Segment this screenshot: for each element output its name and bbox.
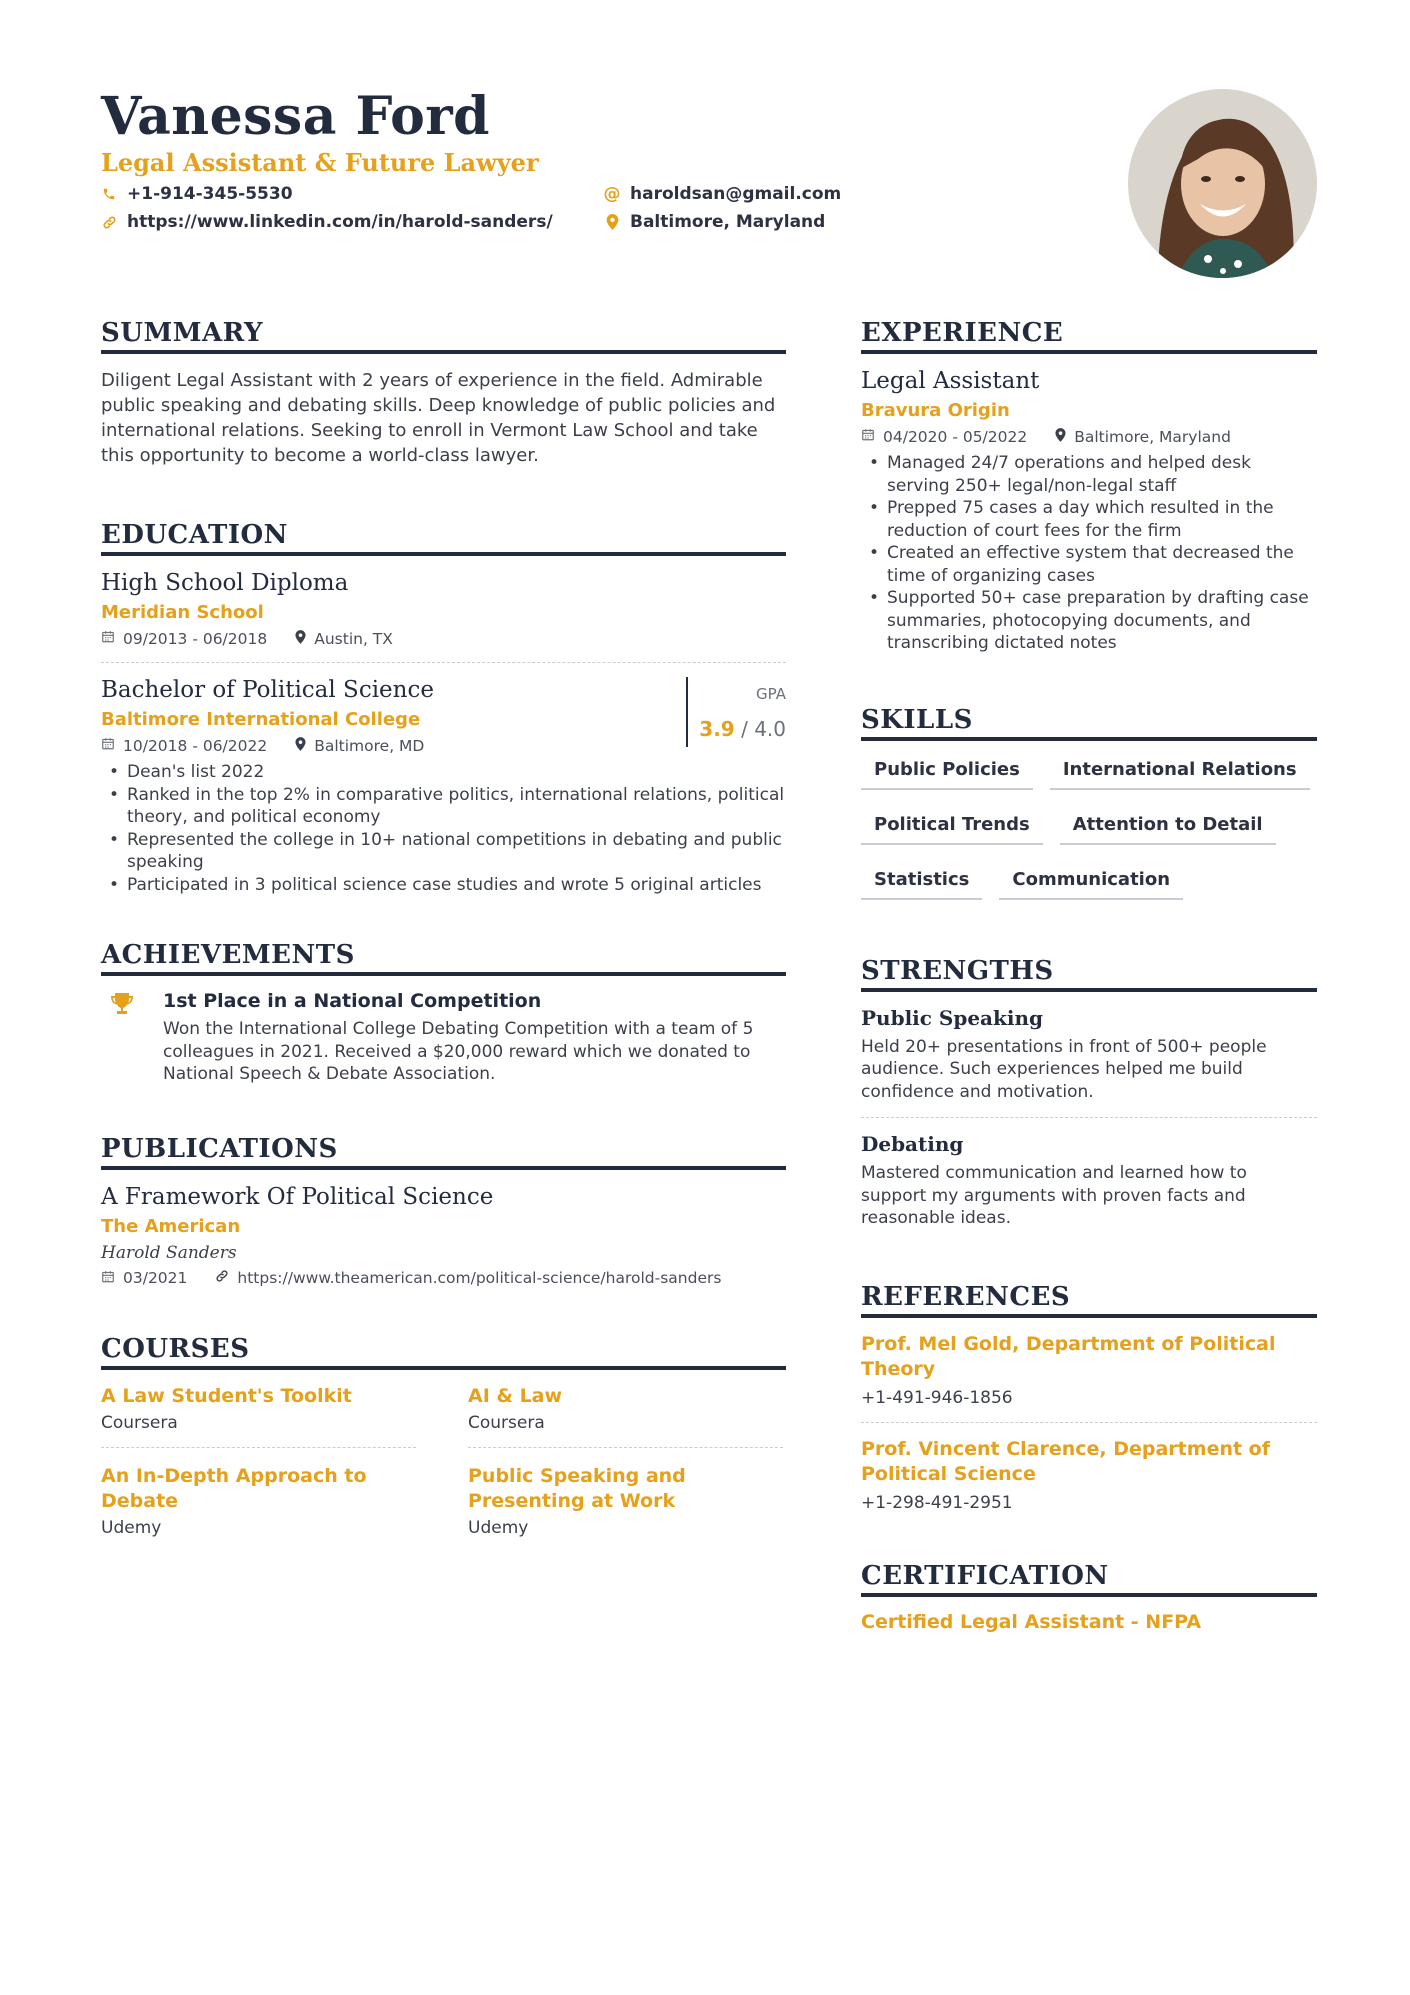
left-column xyxy=(101,318,786,1590)
reference-item xyxy=(861,1437,1317,1513)
courses-heading: COURSES xyxy=(101,1334,786,1370)
education-section xyxy=(101,520,786,896)
education-item xyxy=(101,570,786,648)
candidate-name: Vanessa Ford xyxy=(101,86,491,147)
reference-item xyxy=(861,1332,1317,1408)
calendar-icon xyxy=(101,629,115,648)
gpa-value xyxy=(688,717,786,741)
skill-tag: Communication xyxy=(999,865,1183,900)
bullet-item: • Created an effective system that decreased the time of organizing cases xyxy=(861,542,1317,587)
course-provider: Coursera xyxy=(468,1412,545,1433)
calendar-icon xyxy=(101,1269,115,1288)
strength-item xyxy=(861,1132,1317,1230)
contact-linkedin[interactable] xyxy=(101,212,553,232)
phone-icon xyxy=(101,186,117,202)
course-title: A Law Student's Toolkit xyxy=(101,1384,352,1407)
experience-location: Baltimore, Maryland xyxy=(1074,427,1231,446)
calendar-icon xyxy=(861,427,875,446)
link-icon xyxy=(101,214,117,230)
certification-heading: CERTIFICATION xyxy=(861,1561,1317,1597)
skill-tag: Statistics xyxy=(861,865,982,900)
company-name: Bravura Origin xyxy=(861,400,1010,421)
publication-publisher: The American xyxy=(101,1215,241,1237)
education-location: Austin, TX xyxy=(314,629,393,648)
calendar-icon xyxy=(101,736,115,755)
skills-list xyxy=(861,755,1317,900)
email-text: haroldsan@gmail.com xyxy=(630,184,842,204)
skills-heading: SKILLS xyxy=(861,705,1317,741)
at-icon: @ xyxy=(603,184,621,204)
bullet-item: • Managed 24/7 operations and helped desk serving 250+ legal/non-legal staff xyxy=(861,452,1317,497)
achievements-heading: ACHIEVEMENTS xyxy=(101,940,786,976)
references-section xyxy=(861,1282,1317,1513)
courses-grid xyxy=(101,1384,786,1538)
bullet-item: • Participated in 3 political science case studies and wrote 5 original articles xyxy=(101,874,786,897)
references-heading: REFERENCES xyxy=(861,1282,1317,1318)
reference-phone: +1-298-491-2951 xyxy=(861,1492,1013,1513)
location-pin-icon xyxy=(604,214,620,230)
education-dates: 10/2018 - 06/2022 xyxy=(123,736,268,755)
linkedin-text: https://www.linkedin.com/in/harold-sanders/ xyxy=(127,212,553,232)
bullet-item: • Ranked in the top 2% in comparative politics, international relations, political theory, and political economy xyxy=(101,784,786,829)
location-pin-icon xyxy=(295,737,306,755)
experience-meta xyxy=(861,427,1317,446)
contact-phone[interactable] xyxy=(101,184,293,204)
course-item xyxy=(468,1384,783,1464)
gpa-label: GPA xyxy=(756,685,786,703)
publications-section xyxy=(101,1134,786,1288)
school-name: Baltimore International College xyxy=(101,709,421,730)
profile-photo xyxy=(1128,89,1317,278)
education-meta xyxy=(101,736,786,755)
experience-heading: EXPERIENCE xyxy=(861,318,1317,354)
course-provider: Udemy xyxy=(101,1517,162,1538)
divider xyxy=(468,1447,783,1448)
strength-title: Public Speaking xyxy=(861,1005,1043,1030)
gpa-score: 3.9 xyxy=(699,717,735,741)
publication-url: https://www.theamerican.com/political-science/harold-sanders xyxy=(237,1269,722,1287)
courses-section xyxy=(101,1334,786,1538)
course-provider: Udemy xyxy=(468,1517,529,1538)
publication-meta xyxy=(101,1269,786,1288)
location-text: Baltimore, Maryland xyxy=(630,212,826,232)
achievements-section xyxy=(101,940,786,1086)
contact-location xyxy=(604,212,825,232)
publication-link[interactable] xyxy=(215,1269,721,1287)
publication-title: A Framework Of Political Science xyxy=(101,1183,494,1210)
location-pin-icon xyxy=(295,630,306,648)
certification-name: Certified Legal Assistant - NFPA xyxy=(861,1610,1202,1633)
right-column xyxy=(861,318,1317,1685)
degree-title: Bachelor of Political Science xyxy=(101,677,434,703)
skill-tag: Political Trends xyxy=(861,810,1043,845)
experience-section xyxy=(861,318,1317,655)
education-dates: 09/2013 - 06/2018 xyxy=(123,629,268,648)
skill-tag: Attention to Detail xyxy=(1060,810,1276,845)
reference-name: Prof. Vincent Clarence, Department of Political Science xyxy=(861,1437,1270,1485)
gpa-box xyxy=(686,677,786,747)
school-name: Meridian School xyxy=(101,602,264,623)
strength-text: Mastered communication and learned how to support my arguments with proven facts and reasonable ideas. xyxy=(861,1163,1247,1228)
publication-author: Harold Sanders xyxy=(101,1242,237,1263)
strength-item xyxy=(861,1006,1317,1104)
achievement-title: 1st Place in a National Competition xyxy=(163,990,542,1012)
course-title: AI & Law xyxy=(468,1384,563,1407)
divider xyxy=(861,1422,1317,1423)
skills-section xyxy=(861,705,1317,900)
divider xyxy=(101,1447,416,1448)
education-bullets xyxy=(101,761,786,896)
course-title: Public Speaking and Presenting at Work xyxy=(468,1464,686,1512)
summary-section xyxy=(101,318,786,468)
achievement-item xyxy=(101,990,786,1086)
candidate-role: Legal Assistant & Future Lawyer xyxy=(101,148,539,177)
certification-section xyxy=(861,1561,1317,1633)
strengths-heading: STRENGTHS xyxy=(861,956,1317,992)
course-item xyxy=(101,1464,416,1538)
course-provider: Coursera xyxy=(101,1412,178,1433)
strength-title: Debating xyxy=(861,1132,964,1156)
course-item xyxy=(468,1464,783,1538)
bullet-item: • Prepped 75 cases a day which resulted in the reduction of court fees for the firm xyxy=(861,497,1317,542)
bullet-item: • Represented the college in 10+ national competitions in debating and public speaking xyxy=(101,829,786,874)
link-icon xyxy=(215,1269,229,1287)
location-pin-icon xyxy=(1055,428,1066,446)
phone-text: +1-914-345-5530 xyxy=(127,184,293,204)
course-title: An In-Depth Approach to Debate xyxy=(101,1464,367,1512)
bullet-item: • Supported 50+ case preparation by drafting case summaries, photocopying documents, and transcribing dictated notes xyxy=(861,587,1317,655)
education-heading: EDUCATION xyxy=(101,520,786,556)
course-item xyxy=(101,1384,416,1464)
divider xyxy=(101,662,786,663)
bullet-item: • Dean's list 2022 xyxy=(101,761,786,784)
experience-dates: 04/2020 - 05/2022 xyxy=(883,427,1028,446)
reference-name: Prof. Mel Gold, Department of Political Theory xyxy=(861,1332,1276,1380)
strengths-section xyxy=(861,956,1317,1230)
skill-tag: Public Policies xyxy=(861,755,1033,790)
publications-heading: PUBLICATIONS xyxy=(101,1134,786,1170)
education-meta xyxy=(101,629,786,648)
gpa-max: / 4.0 xyxy=(734,717,786,741)
reference-phone: +1-491-946-1856 xyxy=(861,1387,1013,1408)
strength-text: Held 20+ presentations in front of 500+ people audience. Such experiences helped me build confidence and motivation. xyxy=(861,1036,1267,1102)
summary-text: Diligent Legal Assistant with 2 years of experience in the field. Admirable public speaking and debating skills. Deep knowledge of public policies and international relations. Seeking to enroll in Vermont Law School and take this opportunity to become a world-class lawyer. xyxy=(101,370,776,466)
summary-heading: SUMMARY xyxy=(101,318,786,354)
experience-bullets xyxy=(861,452,1317,655)
achievement-text: Won the International College Debating Competition with a team of 5 colleagues in 2021. Received a $20,000 reward which we donated to National Speech & Debate Association. xyxy=(163,1019,754,1084)
degree-title: High School Diploma xyxy=(101,570,349,596)
publication-date: 03/2021 xyxy=(123,1269,188,1287)
education-item xyxy=(101,677,786,896)
education-location: Baltimore, MD xyxy=(314,736,425,755)
divider xyxy=(861,1117,1317,1118)
contact-email[interactable] xyxy=(604,184,841,204)
job-title: Legal Assistant xyxy=(861,368,1040,394)
trophy-icon xyxy=(101,990,135,1086)
skill-tag: International Relations xyxy=(1050,755,1310,790)
